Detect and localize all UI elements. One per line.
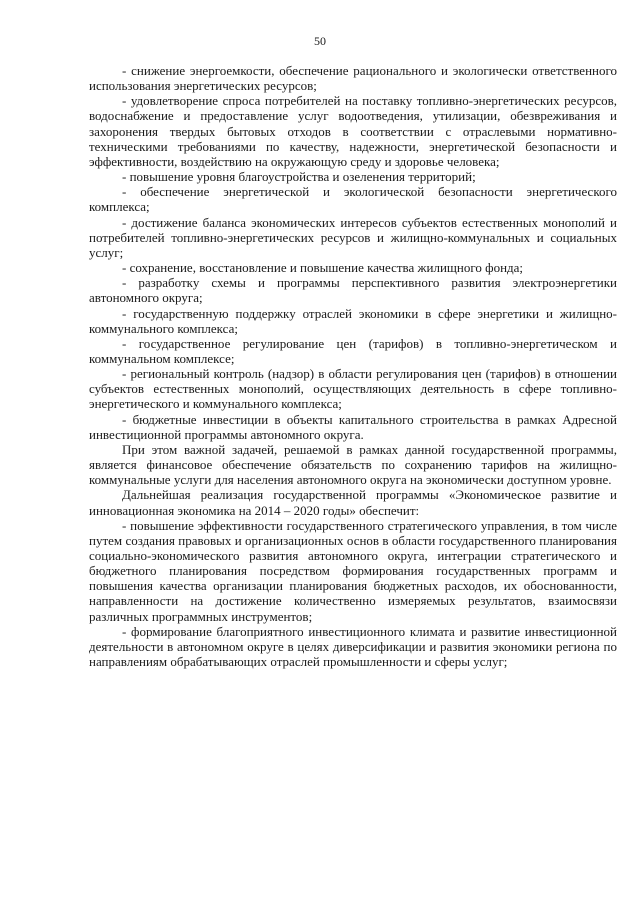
paragraph: - сохранение, восстановление и повышение качества жилищного фонда; xyxy=(122,260,524,276)
paragraph: - достижение баланса экономических интересов субъектов естественных монополий и потребителей топливно-энергетических ресурсов и жилищно-коммунальных и социальных услуг; xyxy=(89,214,617,260)
paragraph: Дальнейшая реализация государственной программы «Экономическое развитие и инновационная экономика на 2014 – 2020 годы» обеспечит: xyxy=(89,487,617,518)
page-number: 50 xyxy=(314,34,326,48)
paragraph: - удовлетворение спроса потребителей на поставку топливно-энергетических ресурсов, водоснабжение и предоставление услуг водоотведения, утилизации, обезвреживания и захоронения твердых бытовых отходов в соответствии с отраслевыми нормативно-техническими требованиями по качеству, надежности, энергетической безопасности и эффективности, воздействию на окружающую среду и здоровье человека; xyxy=(89,93,617,169)
paragraph: - повышение уровня благоустройства и озеленения территорий; xyxy=(122,169,476,185)
paragraph: - бюджетные инвестиции в объекты капитального строительства в рамках Адресной инвестиционной программы автономного округа. xyxy=(89,411,617,442)
paragraph: - обеспечение энергетической и экологической безопасности энергетического комплекса; xyxy=(89,184,617,215)
paragraph: При этом важной задачей, решаемой в рамках данной государственной программы, является финансовое обеспечение обязательств по сохранению тарифов на жилищно-коммунальные услуги для населения автономного округа на экономически доступном уровне. xyxy=(89,441,617,488)
paragraph: - снижение энергоемкости, обеспечение рационального и экологически ответственного использования энергетических ресурсов; xyxy=(89,63,617,94)
paragraph: - региональный контроль (надзор) в области регулирования цен (тарифов) в отношении субъектов естественных монополий, осуществляющих деятельность в сфере топливно-энергетического и коммунального комплекса; xyxy=(89,366,617,412)
document-body xyxy=(89,63,617,669)
paragraph: - формирование благоприятного инвестиционного климата и развитие инвестиционной деятельности в автономном округе в целях диверсификации и развития экономики региона по направлениям обрабатывающих отраслей промышленности и сферы услуг; xyxy=(89,623,617,670)
paragraph: - государственную поддержку отраслей экономики в сфере энергетики и жилищно-коммунального комплекса; xyxy=(89,305,617,336)
paragraph: - повышение эффективности государственного стратегического управления, в том числе путем создания правовых и организационных основ в области государственного планирования социально-экономического развития автономного округа, интеграции стратегического и бюджетного планирования посредством формирования государственных программ и повышения качества организации планирования бюджетных расходов, их обоснованности, направленности на достижение количественно измеряемых результатов, взаимосвязи различных программных инструментов; xyxy=(89,517,617,624)
paragraph: - государственное регулирование цен (тарифов) в топливно-энергетическом и коммунальном комплексе; xyxy=(89,335,617,366)
paragraph: - разработку схемы и программы перспективного развития электроэнергетики автономного округа; xyxy=(89,275,617,306)
